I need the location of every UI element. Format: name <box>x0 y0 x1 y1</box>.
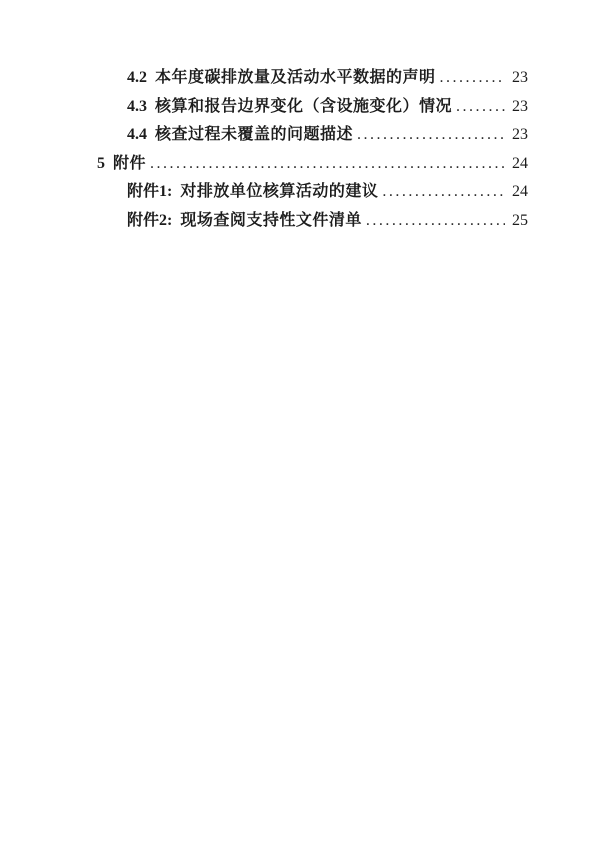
toc-entry-pagenum: 25 <box>512 211 528 229</box>
toc-entry-label: 现场查阅支持性文件清单 <box>180 211 362 229</box>
toc-entry <box>127 64 528 93</box>
toc-entry <box>127 93 528 122</box>
dot-leader <box>150 150 505 179</box>
toc-entry-pagenum: 23 <box>512 69 528 86</box>
toc-entry-label: 附件 <box>113 154 147 172</box>
toc-entry-number: 4.2 <box>127 69 147 86</box>
dot-leader <box>357 121 505 150</box>
toc-entry <box>127 178 528 207</box>
toc-entry-number: 5 <box>97 154 105 172</box>
dot-leader <box>440 64 505 93</box>
toc-entry <box>97 150 528 179</box>
toc-entry-number: 附件2: <box>127 211 173 229</box>
dot-leader <box>366 207 505 236</box>
toc-entry-pagenum: 24 <box>512 183 528 200</box>
toc-entry <box>127 207 528 236</box>
toc-entry-pagenum: 23 <box>512 97 528 115</box>
toc-entry-label: 对排放单位核算活动的建议 <box>180 183 379 200</box>
toc-entry-label: 核查过程未覆盖的问题描述 <box>155 126 354 143</box>
toc-entry-pagenum: 23 <box>512 126 528 143</box>
dot-leader <box>382 178 505 207</box>
toc-entry <box>127 121 528 150</box>
toc-entry-label: 核算和报告边界变化（含设施变化）情况 <box>155 97 453 115</box>
dot-leader <box>456 93 505 122</box>
toc-entry-number: 4.3 <box>127 97 147 115</box>
toc-entry-number: 附件1: <box>127 183 173 200</box>
toc-entry-pagenum: 24 <box>512 154 528 172</box>
toc-entry-number: 4.4 <box>127 126 147 143</box>
toc-entry-label: 本年度碳排放量及活动水平数据的声明 <box>155 69 436 86</box>
